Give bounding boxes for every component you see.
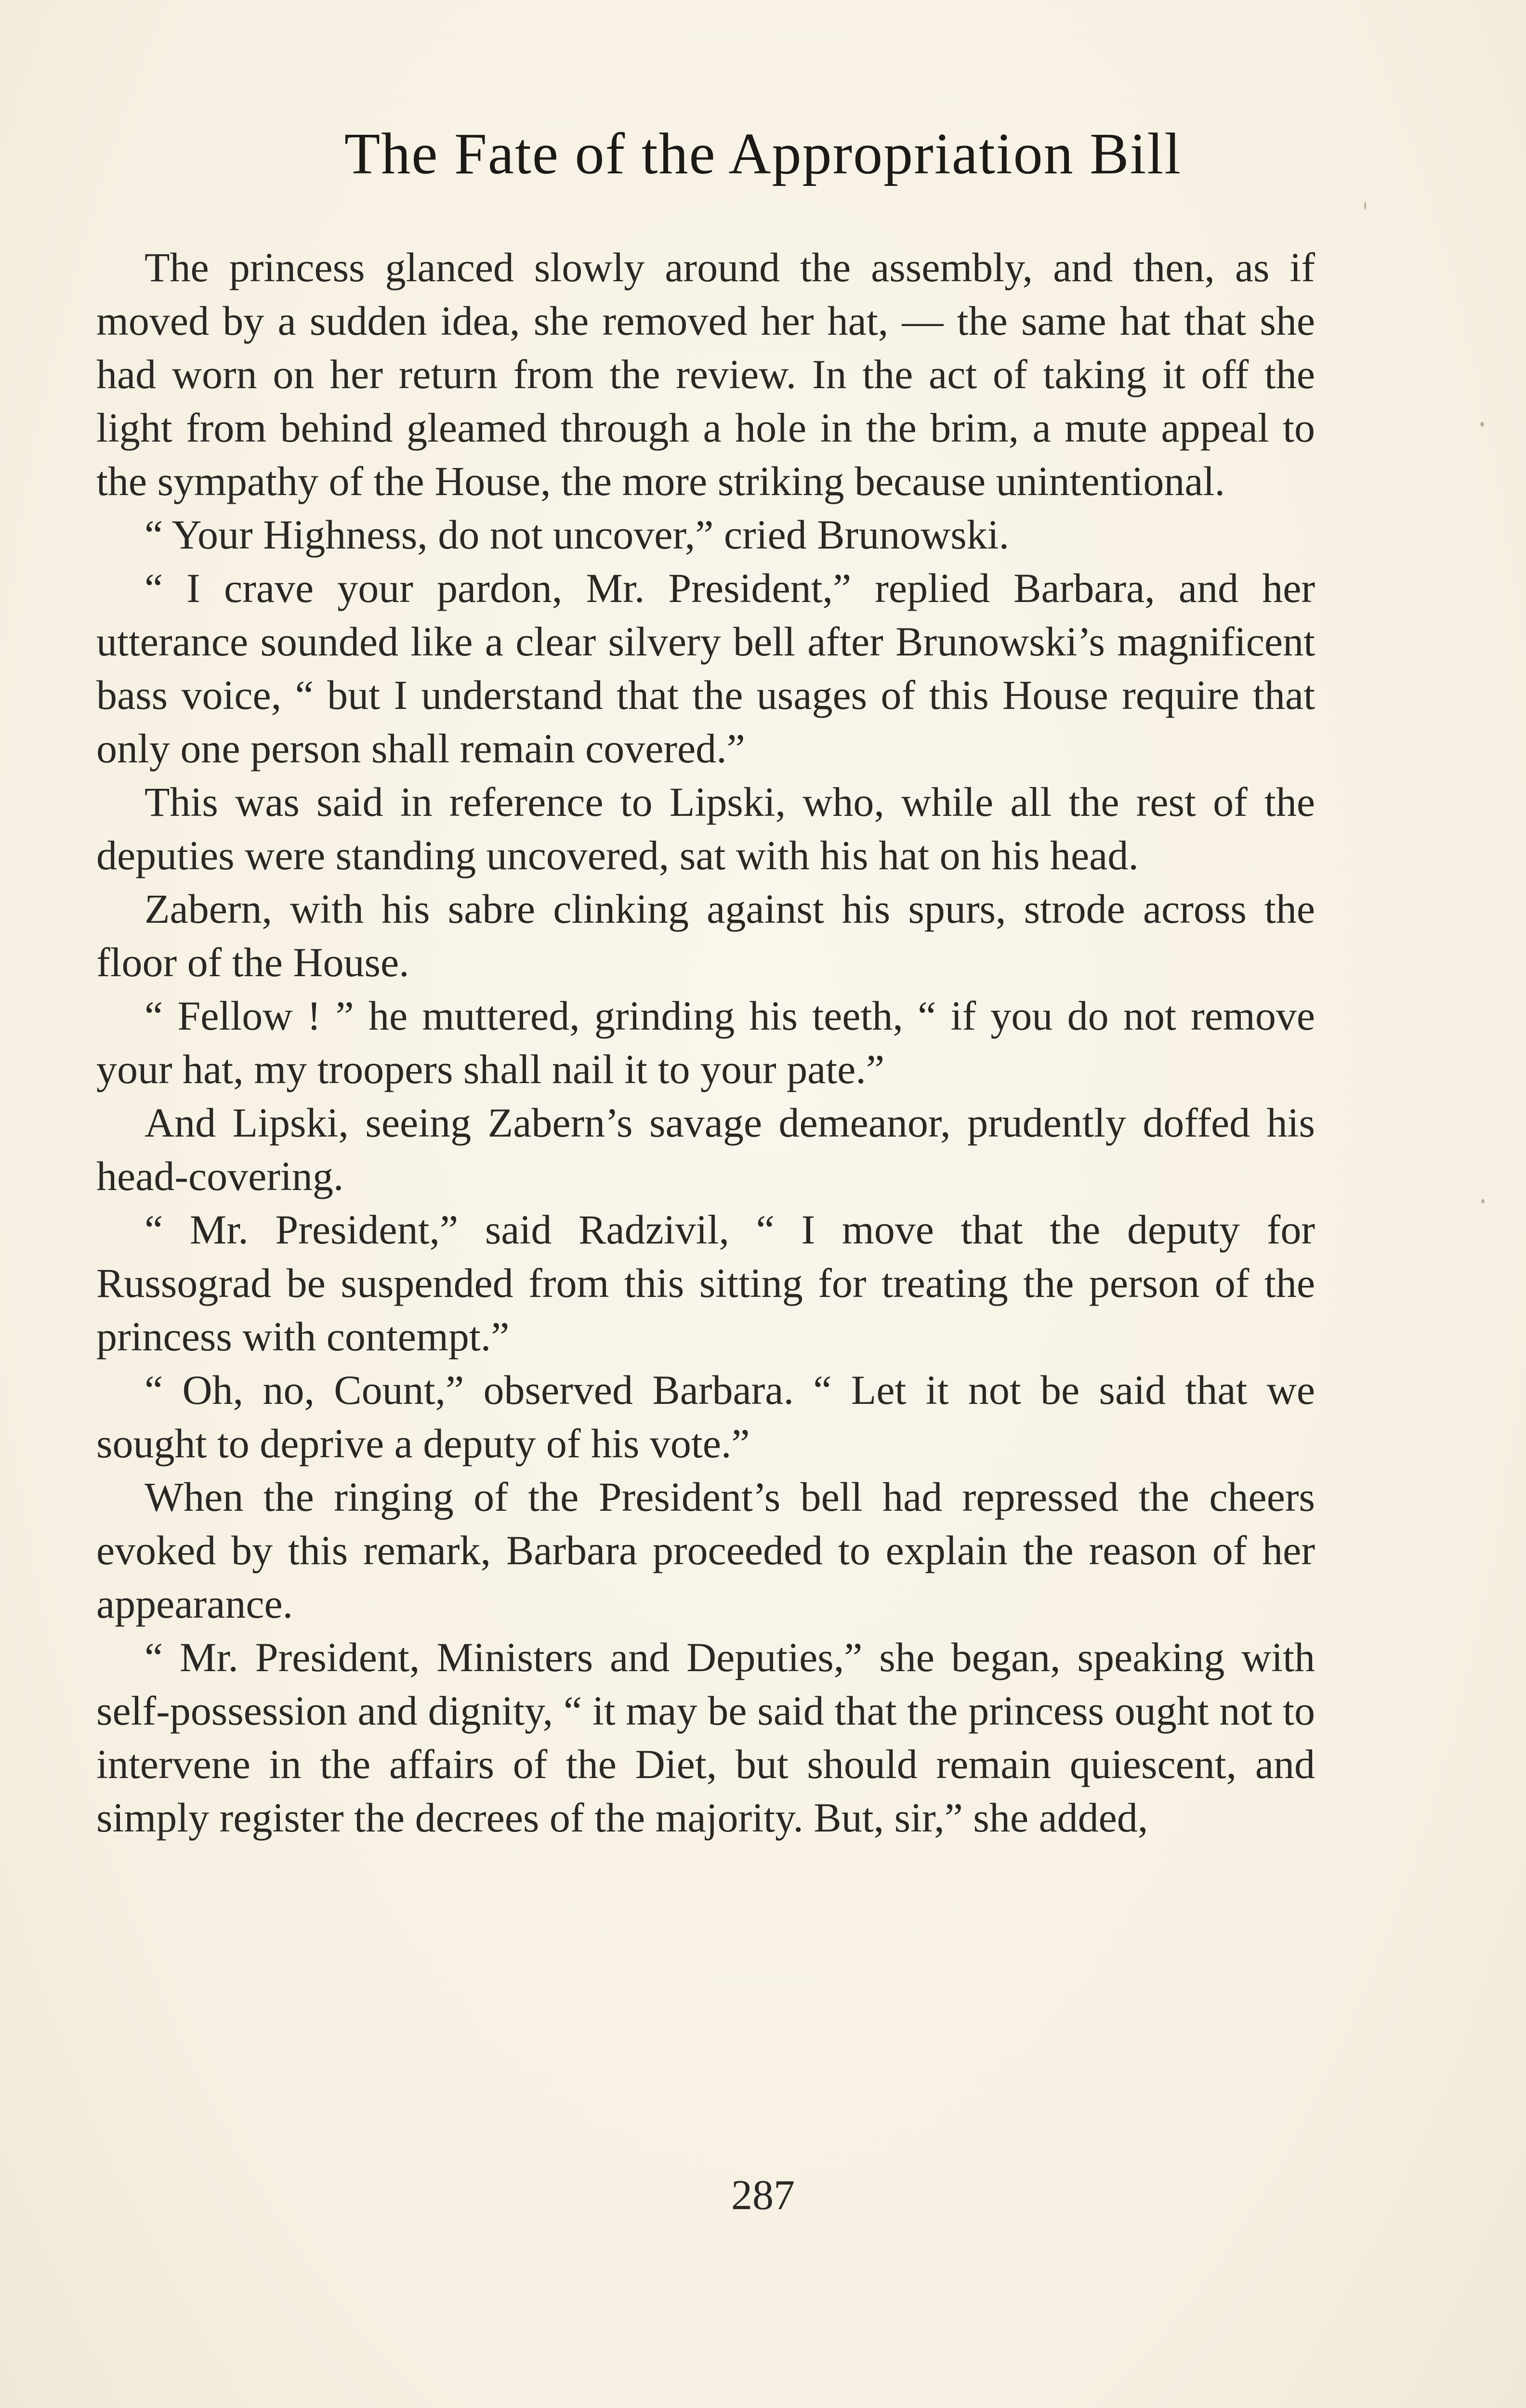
- paper-speck: [1364, 201, 1366, 210]
- paragraph: “ Your Highness, do not uncover,” cried Brunowski.: [145, 511, 1010, 558]
- paragraph: “ Oh, no, Count,” observed Barbara. “ Let it not be said that we sought to deprive a deputy of his vote.”: [96, 1367, 1315, 1466]
- paragraph: When the ringing of the President’s bell had repressed the cheers evoked by this remark, Barbara proceeded to explain the reason of her appearance.: [96, 1474, 1315, 1627]
- page-number: 287: [731, 2172, 795, 2219]
- paragraph: Zabern, with his sabre clinking against his spurs, strode across the floor of the House.: [96, 886, 1315, 985]
- paragraph: “ Mr. President,” said Radzivil, “ I move that the deputy for Russograd be suspended from this sitting for treating the person of the princess with contempt.”: [96, 1206, 1315, 1360]
- paragraph: “ I crave your pardon, Mr. President,” replied Barbara, and her utterance sounded like a clear silvery bell after Brunowski’s magnificent bass voice, “ but I understand that the usages of this House require that only one person shall remain covered.”: [96, 565, 1315, 772]
- paper-speck: [1480, 422, 1484, 427]
- running-head: The Fate of the Appropriation Bill: [344, 121, 1182, 186]
- paragraph: “ Mr. President, Ministers and Deputies,” she began, speaking with self-possession and dignity, “ it may be said that the princess ought not to intervene in the affairs of the Diet, but should remain quiescent, and simply register the decrees of the majority. But, sir,” she added,: [96, 1634, 1315, 1841]
- paper-speck: [1481, 1199, 1485, 1204]
- paragraph: The princess glanced slowly around the assembly, and then, as if moved by a sudden idea, she removed her hat, — the same hat that she had worn on her return from the review. In the act of taking it off the light from behind gleamed through a hole in the brim, a mute appeal to the sympathy of the House, the more striking because unintentional.: [96, 244, 1315, 504]
- paragraph: This was said in reference to Lipski, who, while all the rest of the deputies were standing uncovered, sat with his hat on his head.: [96, 779, 1315, 878]
- body-text: [96, 241, 1315, 1845]
- paragraph: And Lipski, seeing Zabern’s savage demeanor, prudently doffed his head-covering.: [96, 1099, 1315, 1199]
- paragraph: “ Fellow ! ” he muttered, grinding his teeth, “ if you do not remove your hat, my troopers shall nail it to your pate.”: [96, 993, 1315, 1092]
